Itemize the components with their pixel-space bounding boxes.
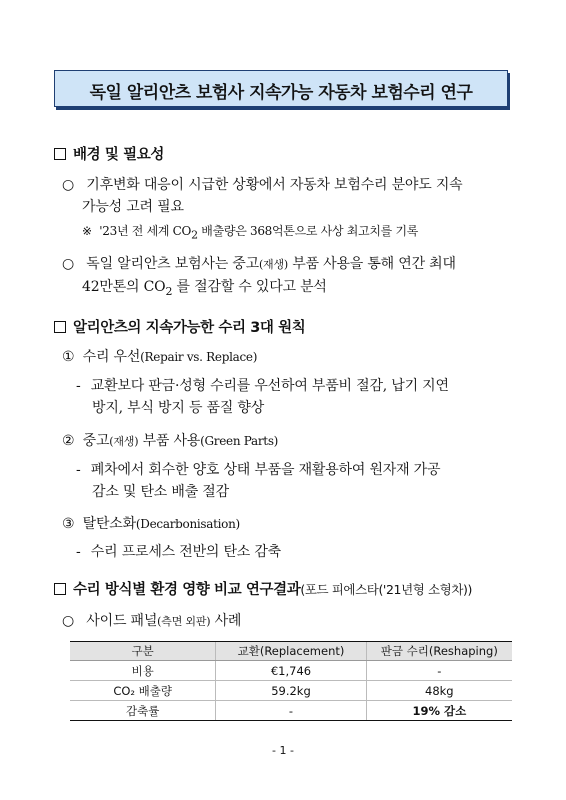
table-cell: €1,746 — [216, 661, 366, 681]
circle-bullet-icon: ○ — [62, 256, 75, 272]
table-row — [70, 681, 512, 701]
table-row — [70, 661, 512, 681]
circle-bullet-icon: ○ — [62, 613, 75, 629]
table-header-row — [70, 642, 512, 661]
table-header-cell: 구분 — [70, 642, 216, 661]
comparison-table — [70, 641, 512, 721]
bullet-climate: ○ 기후변화 대응이 시급한 상황에서 자동차 보험수리 분야도 지속 — [62, 177, 463, 193]
table-cell: CO₂ 배출량 — [70, 681, 216, 701]
principle-1-desc: - 교환보다 판금·성형 수리를 우선하여 부품비 절감, 납기 지연 — [76, 378, 449, 394]
table-header-cell: 판금 수리(Reshaping) — [366, 642, 512, 661]
principle-2-desc: - 폐차에서 회수한 양호 상태 부품을 재활용하여 원자재 가공 — [76, 462, 441, 478]
bullet-allianz-cont: 42만톤의 $CO_2$ 를 절감할 수 있다고 분석 — [82, 279, 327, 298]
principle-3-desc: - 수리 프로세스 전반의 탄소 감축 — [76, 544, 282, 560]
table-row — [70, 701, 512, 721]
bullet-case: ○ 사이드 패널(측면 외판) 사례 — [62, 613, 242, 629]
bullet-allianz: ○ 독일 알리안츠 보험사는 중고(재생) 부품 사용을 통해 연간 최대 — [62, 256, 456, 272]
title-banner — [54, 70, 508, 107]
section-heading-principles: 알리안츠의 지속가능한 수리 3대 원칙 — [54, 316, 305, 337]
bullet-climate-cont: 가능성 고려 필요 — [82, 199, 184, 215]
square-bullet-icon — [54, 148, 66, 160]
circle-bullet-icon: ○ — [62, 177, 75, 193]
table-cell: - — [216, 701, 366, 721]
table-cell: 감축률 — [70, 701, 216, 721]
table-cell: - — [366, 661, 512, 681]
table-cell: 48kg — [366, 681, 512, 701]
table-cell: 19% 감소 — [366, 701, 512, 721]
page-number: - 1 - — [272, 744, 294, 757]
table-cell: 비용 — [70, 661, 216, 681]
principle-1-desc-cont: 방지, 부식 방지 등 품질 향상 — [92, 400, 265, 416]
table-cell: 59.2kg — [216, 681, 366, 701]
note-emissions: ※ '23년 전 세계 $CO_2$ 배출량은 368억톤으로 사상 최고치를 기록 — [82, 224, 419, 242]
principle-2: ② 중고(재생) 부품 사용(Green Parts) — [62, 433, 279, 449]
square-bullet-icon — [54, 321, 66, 333]
table-header-cell: 교환(Replacement) — [216, 642, 366, 661]
principle-1: ① 수리 우선(Repair vs. Replace) — [62, 349, 258, 365]
section-heading-results: 수리 방식별 환경 영향 비교 연구결과(포드 피에스타('21년형 소형차)) — [54, 578, 472, 599]
square-bullet-icon — [54, 583, 66, 595]
principle-3: ③ 탈탄소화(Decarbonisation) — [62, 516, 240, 532]
section-heading-background: 배경 및 필요성 — [54, 143, 164, 164]
principle-2-desc-cont: 감소 및 탄소 배출 절감 — [92, 484, 229, 500]
page-title: 독일 알리안츠 보험사 지속가능 자동차 보험수리 연구 — [89, 83, 473, 103]
